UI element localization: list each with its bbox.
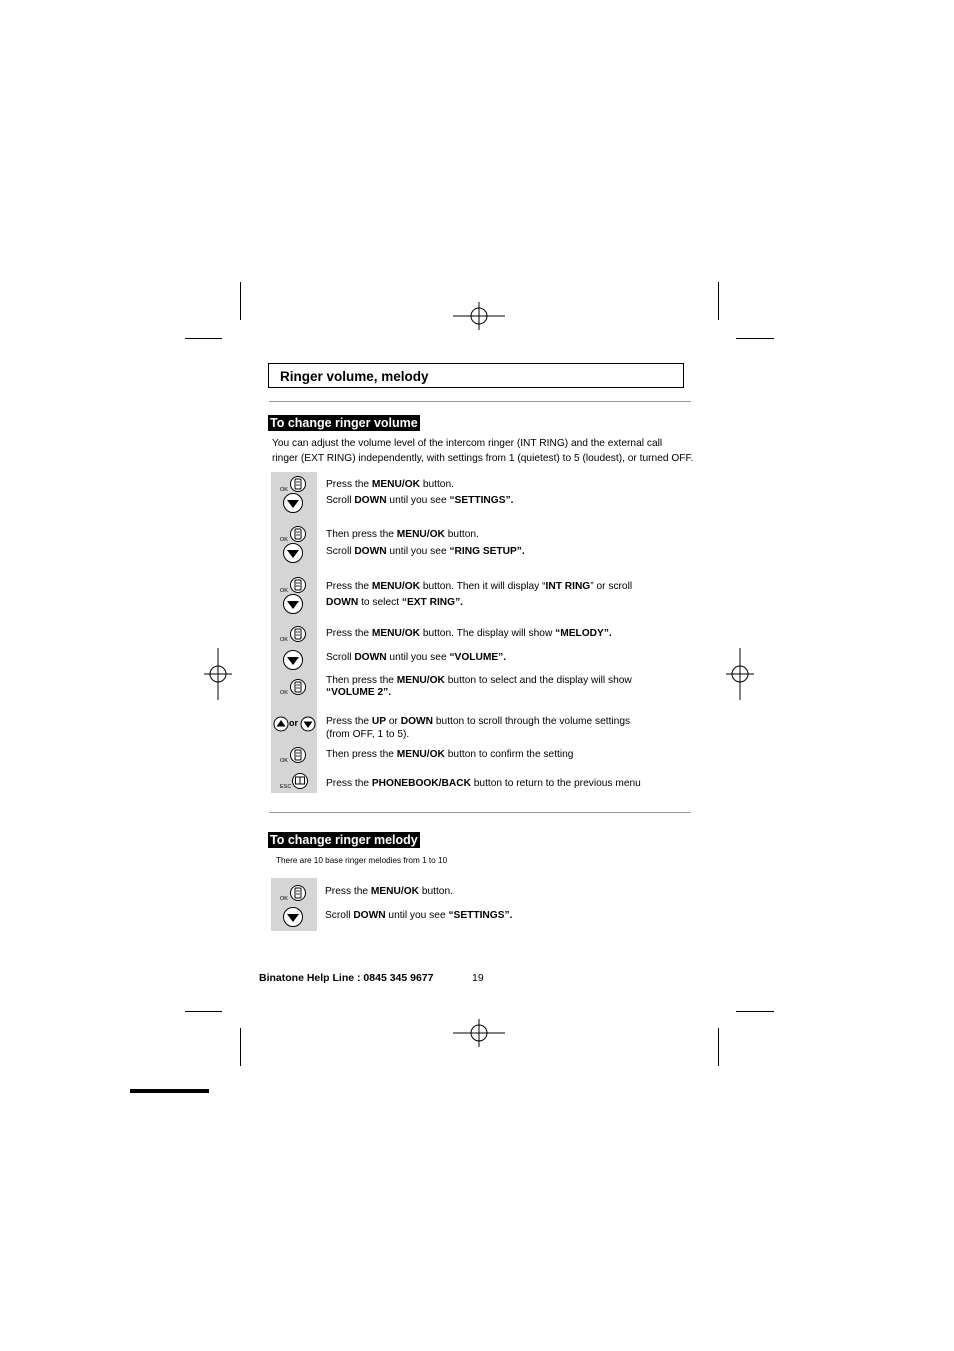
page-title: Ringer volume, melody bbox=[280, 369, 429, 384]
menu-ok-button-icon bbox=[279, 746, 307, 766]
step-7-line-2: (from OFF, 1 to 5). bbox=[326, 729, 410, 740]
crop-mark bbox=[718, 282, 719, 320]
page-number: 19 bbox=[472, 972, 484, 984]
menu-ok-button-icon bbox=[279, 884, 307, 904]
ok-label: OK bbox=[280, 758, 288, 764]
down-arrow-button-icon bbox=[282, 649, 304, 671]
step-4-line-1: Press the MENU/OK button. The display will show “MELODY”. bbox=[326, 628, 612, 639]
step-3-line-1: Press the MENU/OK button. Then it will display “INT RING” or scroll bbox=[326, 581, 633, 592]
up-arrow-button-icon bbox=[273, 716, 289, 732]
step-3-line-2: DOWN to select “EXT RING”. bbox=[326, 597, 464, 608]
ok-label: OK bbox=[280, 637, 288, 643]
step-2-line-1: Then press the MENU/OK button. bbox=[326, 529, 479, 540]
crop-mark bbox=[185, 338, 222, 339]
crop-mark bbox=[718, 1028, 719, 1066]
melody-step-2: Scroll DOWN until you see “SETTINGS”. bbox=[325, 910, 513, 921]
volume-intro-line1: You can adjust the volume level of the intercom ringer (INT RING) and the external call bbox=[272, 438, 663, 449]
ok-label: OK bbox=[280, 896, 288, 902]
divider bbox=[269, 812, 691, 813]
volume-section-heading: To change ringer volume bbox=[270, 416, 418, 430]
menu-ok-button-icon bbox=[279, 678, 307, 698]
down-arrow-button-icon bbox=[300, 716, 316, 732]
melody-intro: There are 10 base ringer melodies from 1 to 10 bbox=[276, 856, 448, 865]
step-6-line-1: Then press the MENU/OK button to select and the display will show bbox=[326, 675, 632, 686]
phonebook-back-button-icon bbox=[279, 772, 309, 792]
step-9-line-1: Press the PHONEBOOK/BACK button to return to the previous menu bbox=[326, 778, 641, 789]
step-2-line-2: Scroll DOWN until you see “RING SETUP”. bbox=[326, 546, 525, 557]
helpline-footer: Binatone Help Line : 0845 345 9677 bbox=[259, 972, 434, 984]
registration-mark-icon bbox=[453, 1007, 505, 1059]
volume-intro-line2: ringer (EXT RING) independently, with settings from 1 (quietest) to 5 (loudest), or turned OFF. bbox=[272, 453, 694, 464]
registration-mark-icon bbox=[453, 290, 505, 342]
ok-label: OK bbox=[280, 690, 288, 696]
esc-label: ESC bbox=[280, 784, 292, 790]
melody-step-1: Press the MENU/OK button. bbox=[325, 886, 453, 897]
step-8-line-1: Then press the MENU/OK button to confirm the setting bbox=[326, 749, 574, 760]
crop-mark bbox=[736, 1011, 774, 1012]
divider bbox=[269, 401, 691, 402]
melody-section-heading: To change ringer melody bbox=[270, 833, 418, 847]
down-arrow-button-icon bbox=[282, 542, 304, 564]
crop-mark bbox=[736, 338, 774, 339]
down-arrow-button-icon bbox=[282, 593, 304, 615]
menu-ok-button-icon bbox=[279, 625, 307, 645]
step-5-line-1: Scroll DOWN until you see “VOLUME”. bbox=[326, 652, 507, 663]
crop-mark bbox=[185, 1011, 222, 1012]
ok-label: OK bbox=[280, 588, 288, 594]
step-1-line-1: Press the MENU/OK button. bbox=[326, 479, 454, 490]
registration-mark-icon bbox=[192, 648, 244, 700]
down-arrow-button-icon bbox=[282, 492, 304, 514]
or-label: or bbox=[289, 718, 298, 728]
ok-label: OK bbox=[280, 537, 288, 543]
ok-label: OK bbox=[280, 487, 288, 493]
step-1-line-2: Scroll DOWN until you see “SETTINGS”. bbox=[326, 495, 514, 506]
step-7-line-1: Press the UP or DOWN button to scroll through the volume settings bbox=[326, 716, 631, 727]
crop-mark bbox=[240, 282, 241, 320]
down-arrow-button-icon bbox=[282, 906, 304, 928]
page-title-box bbox=[268, 363, 684, 388]
registration-mark-icon bbox=[714, 648, 766, 700]
crop-mark bbox=[240, 1028, 241, 1066]
step-6-line-2: “VOLUME 2”. bbox=[326, 687, 392, 698]
edge-bar bbox=[130, 1089, 209, 1093]
